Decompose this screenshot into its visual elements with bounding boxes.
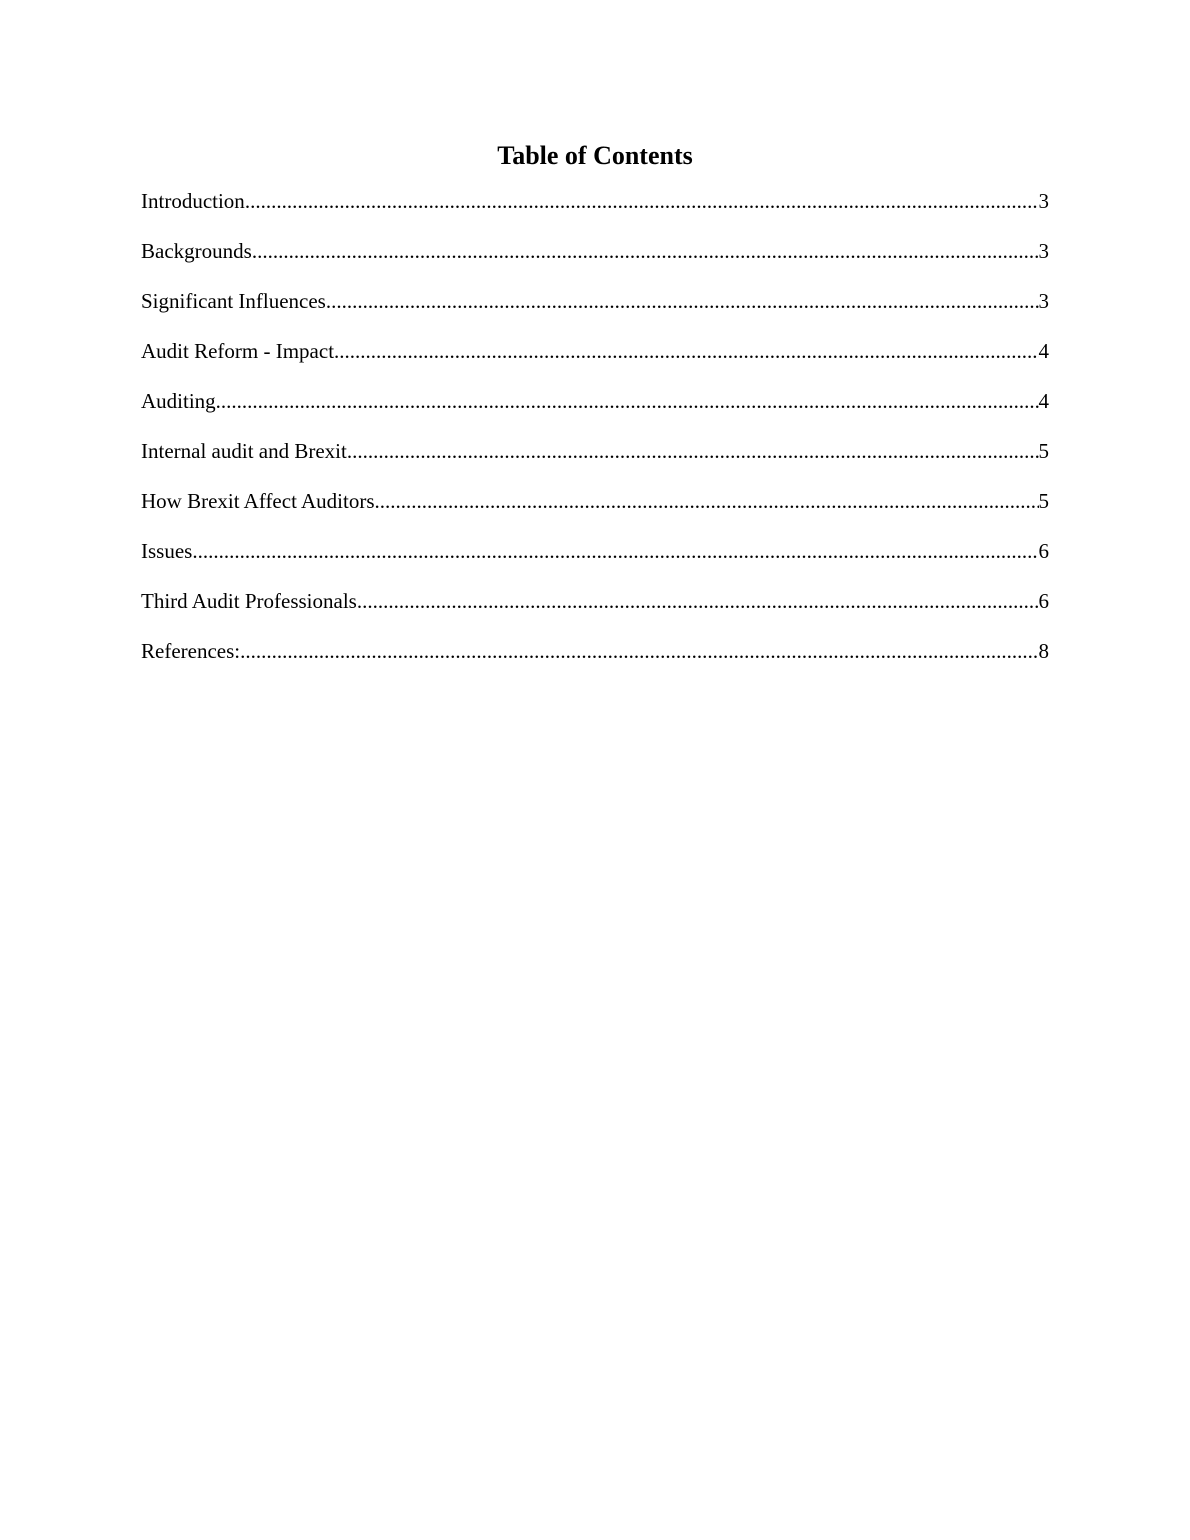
toc-entry-page: 4 (1038, 389, 1049, 413)
toc-entry-label: Significant Influences (141, 289, 326, 313)
toc-list (141, 186, 1049, 686)
toc-entry-label: Third Audit Professionals (141, 589, 357, 613)
toc-entry-internal-audit-and-brexit[interactable] (141, 436, 1049, 486)
toc-entry-third-audit-professionals[interactable] (141, 586, 1049, 636)
toc-entry-auditing[interactable] (141, 386, 1049, 436)
toc-entry-label: References: (141, 639, 241, 663)
toc-dot-leader (375, 486, 1039, 516)
toc-entry-significant-influences[interactable] (141, 286, 1049, 336)
toc-entry-page: 5 (1038, 489, 1049, 513)
toc-dot-leader (347, 436, 1039, 466)
toc-entry-backgrounds[interactable] (141, 236, 1049, 286)
toc-entry-references[interactable] (141, 636, 1049, 686)
toc-entry-label: Issues (141, 539, 193, 563)
toc-entry-page: 6 (1038, 589, 1049, 613)
toc-entry-label: Backgrounds (141, 239, 252, 263)
toc-entry-audit-reform-impact[interactable] (141, 336, 1049, 386)
toc-entry-page: 3 (1038, 239, 1049, 263)
toc-entry-label: Auditing (141, 389, 216, 413)
toc-dot-leader (252, 236, 1039, 266)
toc-dot-leader (216, 386, 1039, 416)
toc-dot-leader (240, 636, 1038, 666)
toc-dot-leader (326, 286, 1039, 316)
toc-entry-page: 8 (1038, 639, 1049, 663)
toc-entry-label: How Brexit Affect Auditors (141, 489, 375, 513)
toc-entry-page: 6 (1038, 539, 1049, 563)
toc-entry-page: 5 (1038, 439, 1049, 463)
toc-entry-introduction[interactable] (141, 186, 1049, 236)
toc-entry-label: Audit Reform - Impact (141, 339, 335, 363)
toc-dot-leader (334, 336, 1038, 366)
toc-dot-leader (357, 586, 1039, 616)
toc-dot-leader (192, 536, 1038, 566)
toc-entry-how-brexit-affect-auditors[interactable] (141, 486, 1049, 536)
toc-entry-page: 3 (1038, 289, 1049, 313)
toc-entry-page: 4 (1038, 339, 1049, 363)
toc-entry-issues[interactable] (141, 536, 1049, 586)
toc-title: Table of Contents (497, 141, 693, 170)
toc-entry-label: Internal audit and Brexit (141, 439, 347, 463)
toc-entry-page: 3 (1038, 189, 1049, 213)
toc-entry-label: Introduction (141, 189, 245, 213)
toc-dot-leader (245, 186, 1039, 216)
